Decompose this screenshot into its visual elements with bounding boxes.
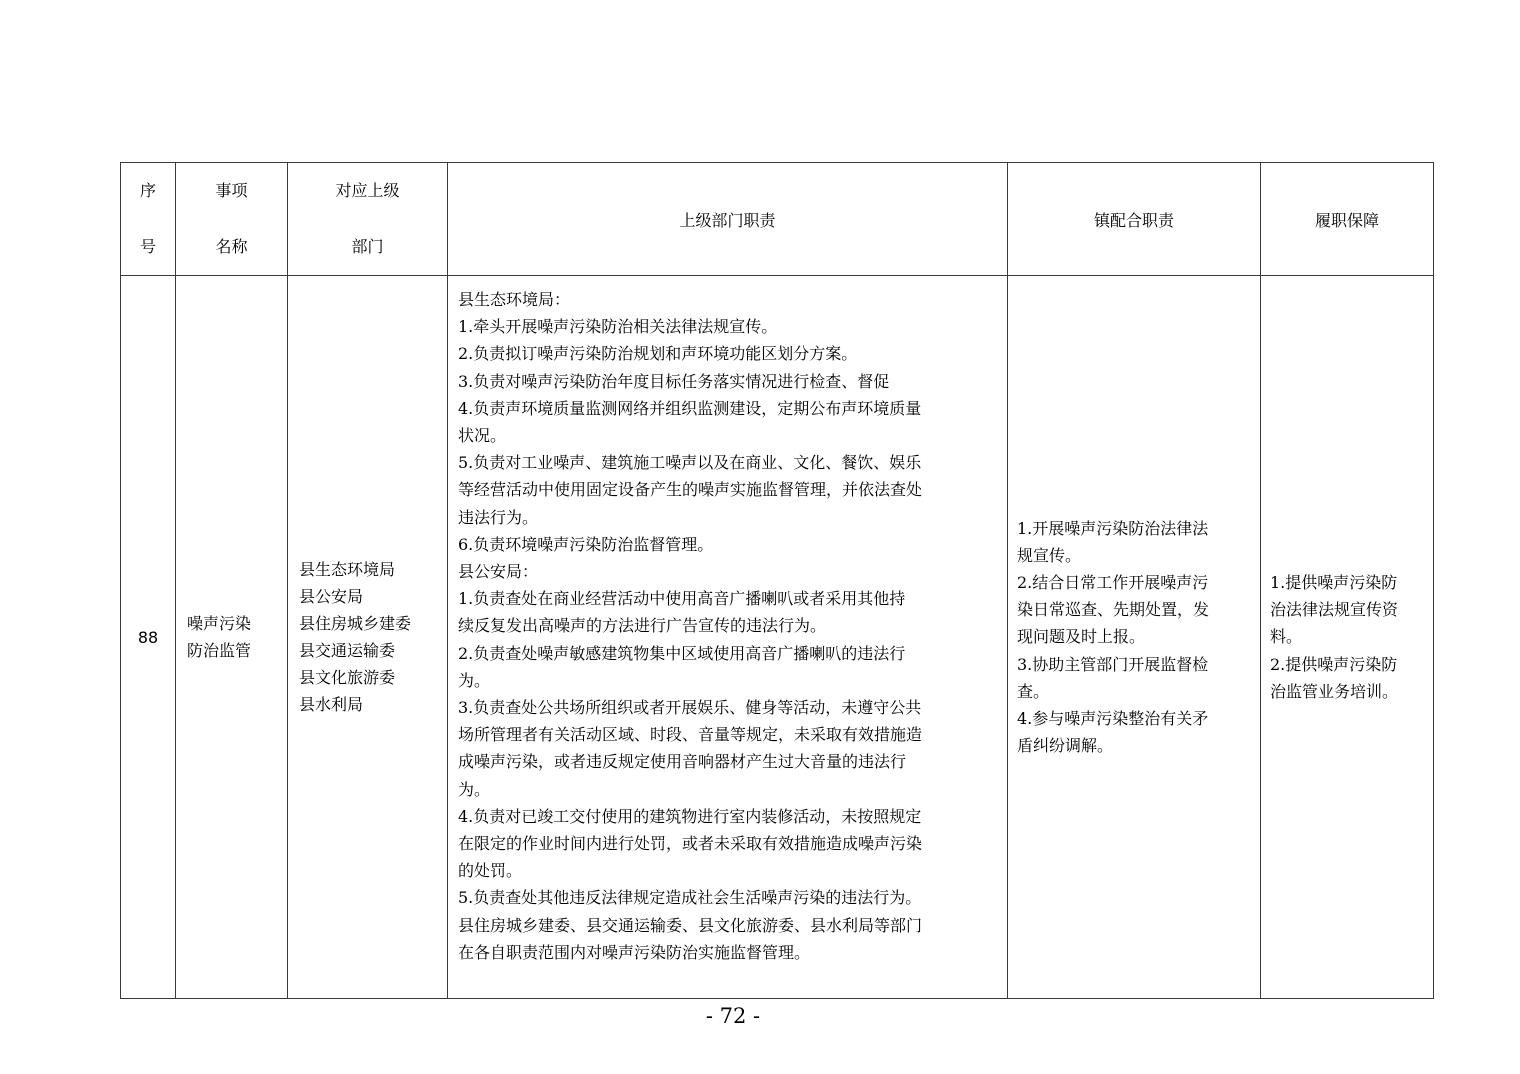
row-item-name — [176, 276, 288, 999]
text-line: 为。 — [458, 670, 491, 690]
text-line: 在限定的作业时间内进行处罚，或者未采取有效措施造成噪声污染 — [458, 834, 923, 854]
text-line: 县文化旅游委 — [299, 668, 396, 687]
text-line: 为。 — [458, 779, 491, 799]
text-line: 2.负责拟订噪声污染防治规划和声环境功能区划分方案。 — [458, 344, 858, 364]
text-line: 染日常巡查、先期处置，发 — [1017, 600, 1210, 620]
duty-table — [120, 162, 1434, 999]
page-number: - 72 - — [705, 1004, 761, 1028]
text-line: 现问题及时上报。 — [1017, 627, 1146, 647]
row-town-coop-duties — [1008, 276, 1261, 999]
text-line: 2.负责查处噪声敏感建筑物集中区域使用高音广播喇叭的违法行 — [458, 643, 906, 663]
text-line: 噪声污染 — [187, 614, 252, 633]
text-line: 等经营活动中使用固定设备产生的噪声实施监督管理，并依法查处 — [458, 480, 923, 500]
text-line: 治法律法规宣传资 — [1270, 600, 1399, 620]
text-line: 县公安局 — [299, 587, 364, 606]
text-line: 续反复发出高噪声的方法进行广告宣传的违法行为。 — [458, 616, 827, 636]
text-line: 1.负责查处在商业经营活动中使用高音广播喇叭或者采用其他持 — [458, 589, 906, 609]
text-line: 5.负责查处其他违反法律规定造成社会生活噪声污染的违法行为。 — [458, 888, 922, 908]
header-town-coop-duty: 镇配合职责 — [1008, 163, 1261, 276]
text-line: 场所管理者有关活动区域、时段、音量等规定，未采取有效措施造 — [458, 725, 923, 745]
row-departments — [288, 276, 448, 999]
header-item-name: 事项 名称 — [176, 163, 288, 276]
table-row — [121, 276, 1434, 999]
text-line: 3.负责对噪声污染防治年度目标任务落实情况进行检查、督促 — [458, 371, 890, 391]
text-line: 县住房城乡建委、县交通运输委、县文化旅游委、县水利局等部门 — [458, 915, 923, 935]
text-line: 4.负责对已竣工交付使用的建筑物进行室内装修活动，未按照规定 — [458, 806, 922, 826]
text-line: 县生态环境局 — [299, 560, 396, 579]
text-line: 县公安局： — [458, 562, 539, 582]
text-line: 县交通运输委 — [299, 641, 396, 660]
text-line: 3.协助主管部门开展监督检 — [1017, 654, 1209, 674]
text-line: 2.提供噪声污染防 — [1270, 654, 1398, 674]
table-header-row — [121, 163, 1434, 276]
text-line: 1.牵头开展噪声污染防治相关法律法规宣传。 — [458, 317, 778, 337]
text-line: 盾纠纷调解。 — [1017, 736, 1114, 756]
text-line: 防治监管 — [187, 641, 252, 660]
text-line: 3.负责查处公共场所组织或者开展娱乐、健身等活动，未遵守公共 — [458, 698, 922, 718]
header-superior-duty: 上级部门职责 — [448, 163, 1008, 276]
text-line: 5.负责对工业噪声、建筑施工噪声以及在商业、文化、餐饮、娱乐 — [458, 453, 922, 473]
header-guarantee: 履职保障 — [1261, 163, 1434, 276]
text-line: 1.开展噪声污染防治法律法 — [1017, 518, 1209, 538]
text-line: 1.提供噪声污染防 — [1270, 572, 1398, 592]
text-line: 4.参与噪声污染整治有关矛 — [1017, 709, 1209, 728]
text-line: 状况。 — [458, 426, 507, 446]
text-line: 的处罚。 — [458, 861, 523, 881]
header-seq: 序 号 — [121, 163, 176, 276]
text-line: 县生态环境局： — [458, 290, 571, 309]
row-guarantee — [1261, 276, 1434, 999]
text-line: 查。 — [1017, 681, 1050, 701]
text-line: 县住房城乡建委 — [299, 614, 412, 633]
text-line: 2.结合日常工作开展噪声污 — [1017, 572, 1209, 592]
text-line: 违法行为。 — [458, 507, 539, 527]
row-superior-duties — [448, 276, 1008, 999]
text-line: 4.负责声环境质量监测网络并组织监测建设，定期公布声环境质量 — [458, 398, 922, 418]
text-line: 料。 — [1270, 627, 1303, 647]
text-line: 县水利局 — [299, 695, 364, 714]
text-line: 治监管业务培训。 — [1270, 681, 1399, 701]
text-line: 6.负责环境噪声污染防治监督管理。 — [458, 534, 714, 554]
row-seq: 88 — [121, 276, 176, 999]
header-department: 对应上级 部门 — [288, 163, 448, 276]
text-line: 成噪声污染，或者违反规定使用音响器材产生过大音量的违法行 — [458, 752, 907, 772]
text-line: 在各自职责范围内对噪声污染防治实施监督管理。 — [458, 942, 811, 962]
text-line: 规宣传。 — [1017, 545, 1082, 565]
